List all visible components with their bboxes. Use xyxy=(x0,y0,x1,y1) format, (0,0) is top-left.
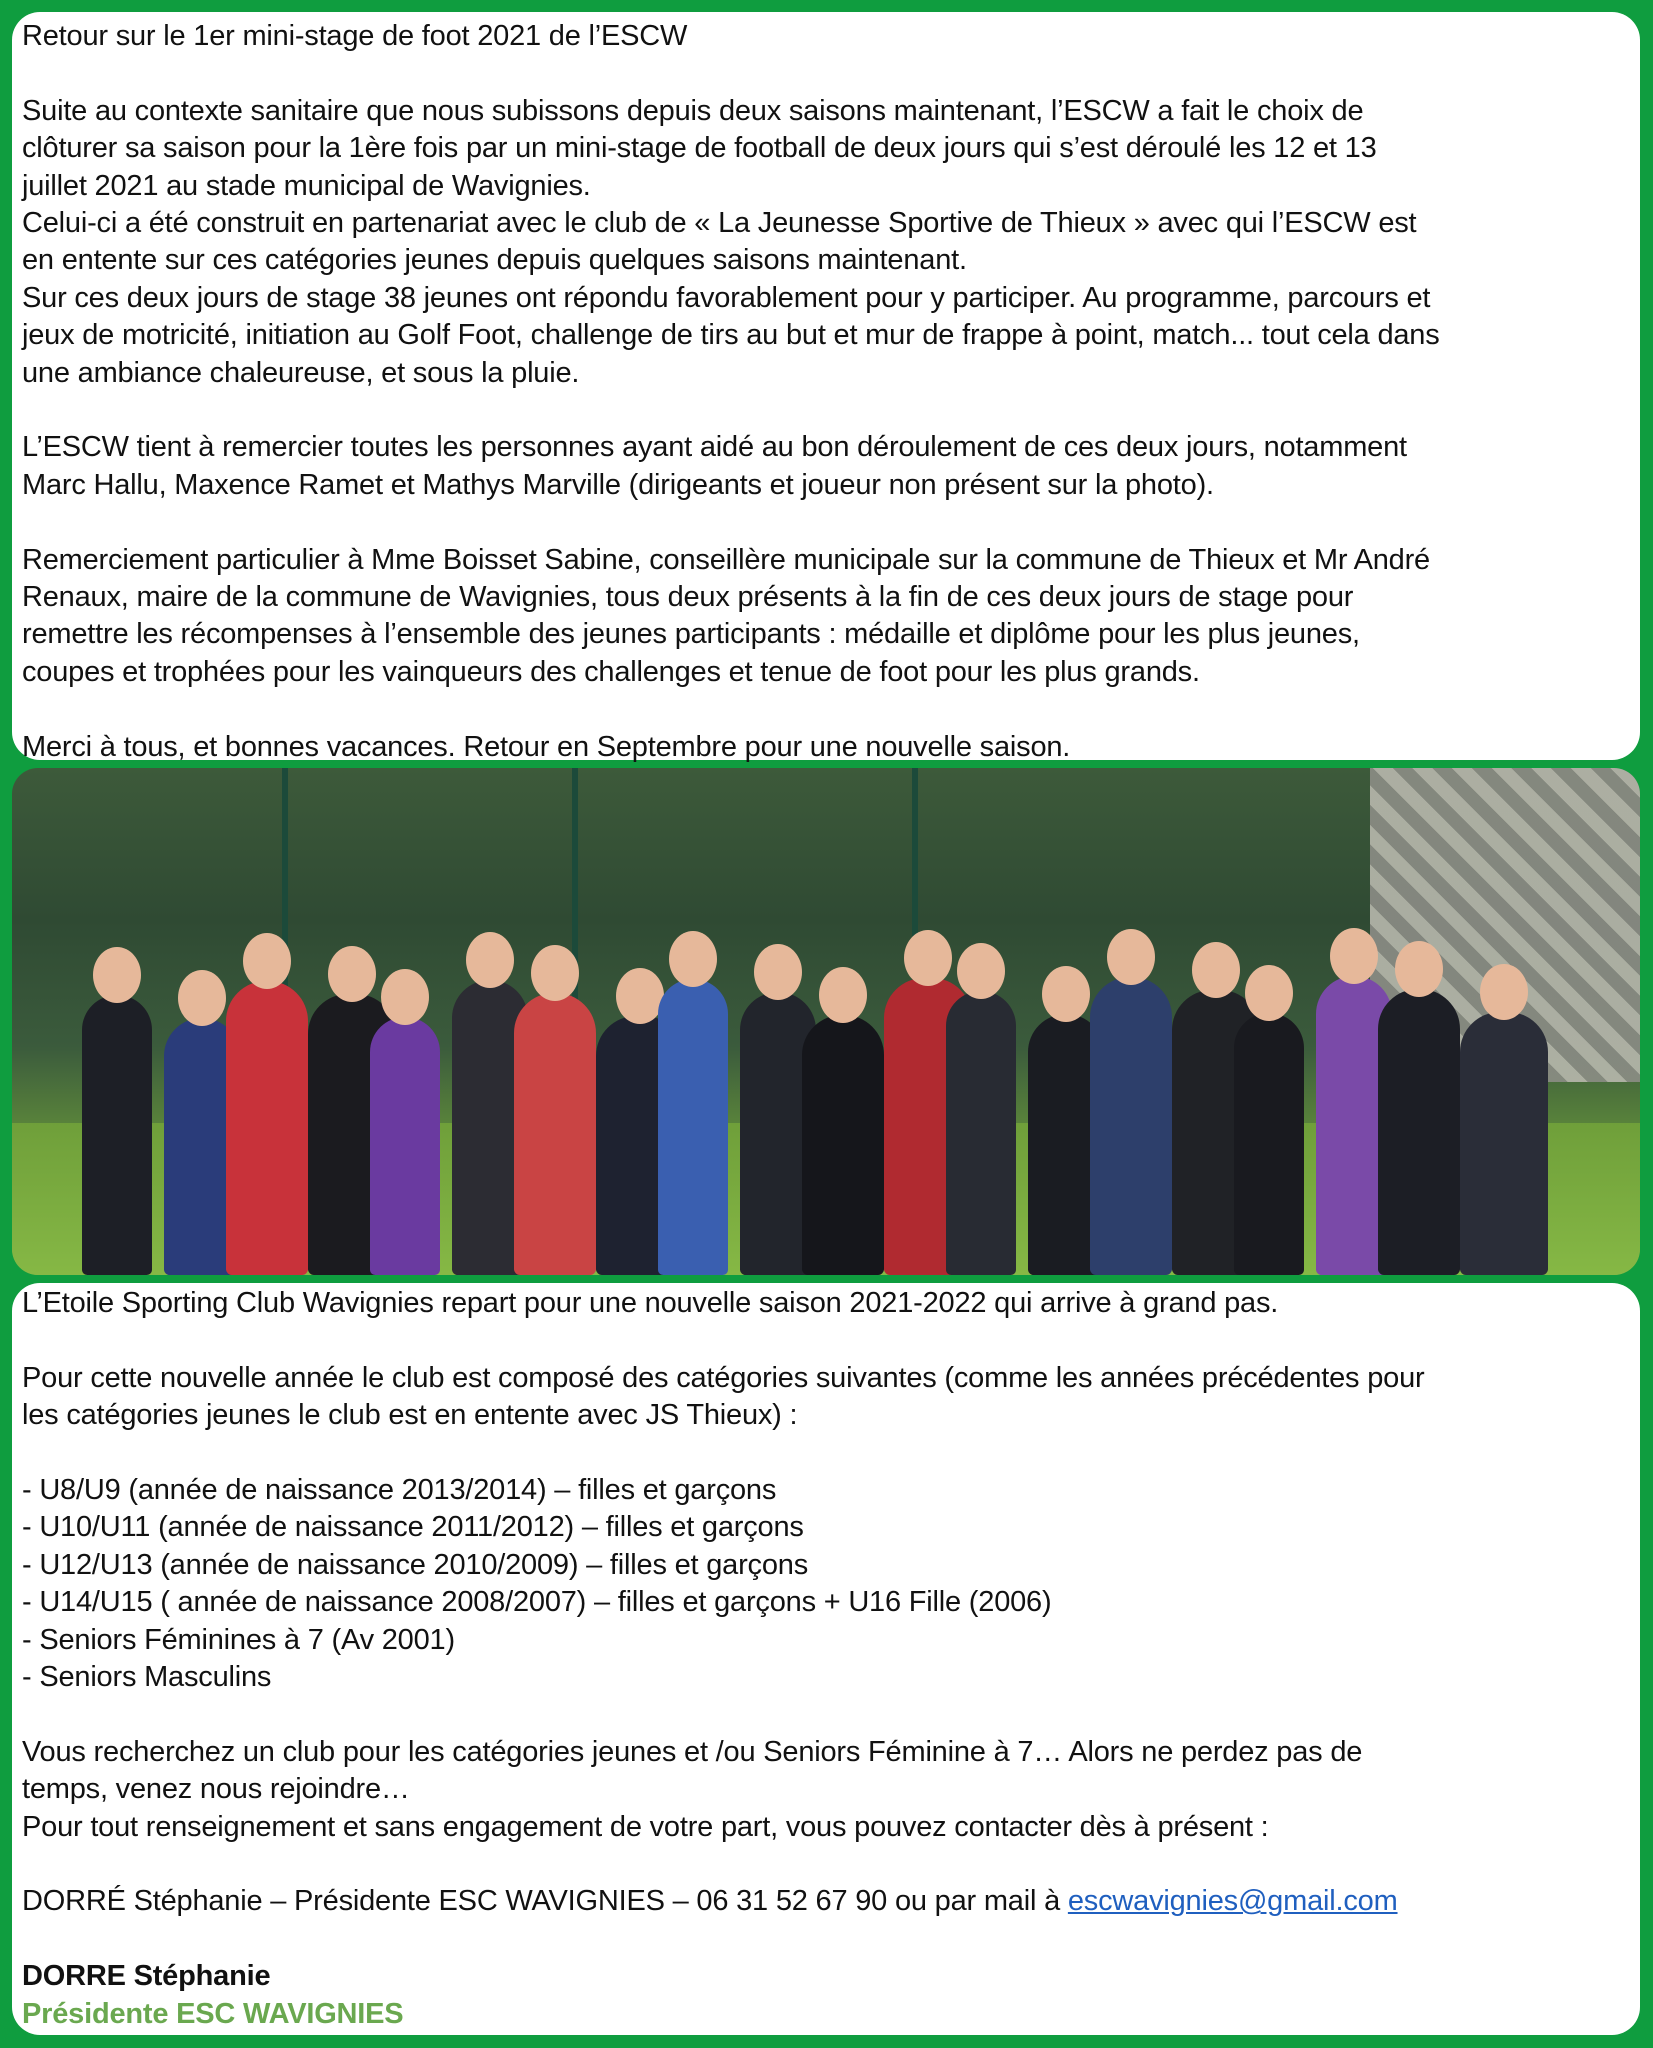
text-line: Marc Hallu, Maxence Ramet et Mathys Marville (dirigeants et joueur non présent sur la photo). xyxy=(22,468,1214,501)
blank-line xyxy=(22,392,1630,429)
photo-person xyxy=(514,993,596,1275)
photo-person xyxy=(1090,977,1172,1275)
photo-person-head xyxy=(754,944,802,1000)
signature-role: Présidente ESC WAVIGNIES xyxy=(22,1997,404,2030)
text-line: - Seniors Féminines à 7 (Av 2001) xyxy=(22,1623,455,1656)
photo-person-head xyxy=(93,947,141,1003)
text-line: - Seniors Masculins xyxy=(22,1661,272,1694)
text-line: clôturer sa saison pour la 1ère fois par un mini-stage de football de deux jours qui s’est déroulé les 12 et 13 xyxy=(22,132,1377,165)
blank-line xyxy=(22,691,1630,728)
article-new-season xyxy=(12,1283,1640,2035)
text-line: L’ESCW tient à remercier toutes les personnes ayant aidé au bon déroulement de ces deux jours, notamment xyxy=(22,431,1407,464)
text-line: Vous recherchez un club pour les catégories jeunes et /ou Seniors Féminine à 7… Alors ne perdez pas de xyxy=(22,1735,1363,1768)
contact-text: DORRÉ Stéphanie – Présidente ESC WAVIGNIES – 06 31 52 67 90 ou par mail à xyxy=(22,1885,1068,1918)
photo-person xyxy=(658,979,728,1275)
photo-person-head xyxy=(1042,966,1090,1022)
text-line: Retour sur le 1er mini-stage de foot 2021 de l’ESCW xyxy=(22,20,688,52)
text-line: Remerciement particulier à Mme Boisset Sabine, conseillère municipale sur la commune de Thieux et Mr André xyxy=(22,543,1430,576)
photo-person-head xyxy=(1395,941,1443,997)
photo-person-head xyxy=(1107,929,1155,985)
photo-person xyxy=(802,1015,884,1275)
group-photo xyxy=(12,768,1640,1275)
photo-person-head xyxy=(957,943,1005,999)
photo-person-head xyxy=(819,967,867,1023)
photo-person-head xyxy=(381,969,429,1025)
text-line: - U8/U9 (année de naissance 2013/2014) – filles et garçons xyxy=(22,1474,777,1506)
text-line: Pour cette nouvelle année le club est composé des catégories suivantes (comme les années précédentes pour xyxy=(22,1361,1425,1394)
blank-line xyxy=(22,1435,1630,1472)
blank-line xyxy=(22,504,1630,541)
text-line: juillet 2021 au stade municipal de Wavignies. xyxy=(22,169,591,202)
text-line: en entente sur ces catégories jeunes depuis quelques saisons maintenant. xyxy=(22,244,967,277)
photo-person-head xyxy=(1480,964,1528,1020)
photo-person xyxy=(1234,1013,1304,1275)
email-link[interactable]: escwavignies@gmail.com xyxy=(1067,1885,1398,1918)
text-line: Suite au contexte sanitaire que nous subissons depuis deux saisons maintenant, l’ESCW a fait le choix de xyxy=(22,94,1364,127)
photo-person xyxy=(1378,989,1460,1275)
text-line: remettre les récompenses à l’ensemble des jeunes participants : médaille et diplôme pour les plus jeunes, xyxy=(22,618,1360,651)
photo-person-head xyxy=(178,970,226,1026)
text-line: une ambiance chaleureuse, et sous la pluie. xyxy=(22,356,580,389)
contact-line xyxy=(22,1883,1630,1920)
blank-line xyxy=(22,1322,1630,1359)
text-line: - U14/U15 ( année de naissance 2008/2007) – filles et garçons + U16 Fille (2006) xyxy=(22,1586,1052,1619)
photo-person-head xyxy=(904,930,952,986)
photo-person-head xyxy=(1245,965,1293,1021)
photo-person-head xyxy=(1192,942,1240,998)
signature-name: DORRE Stéphanie xyxy=(22,1960,271,1993)
text-line: Renaux, maire de la commune de Wavignies, tous deux présents à la fin de ces deux jours de stage pour xyxy=(22,581,1354,614)
text-line: coupes et trophées pour les vainqueurs des challenges et tenue de foot pour les plus grands. xyxy=(22,655,1200,688)
text-line: L’Etoile Sporting Club Wavignies repart pour une nouvelle saison 2021-2022 qui arrive à grand pas. xyxy=(22,1287,1279,1319)
photo-person xyxy=(946,991,1016,1275)
photo-person xyxy=(1460,1012,1548,1275)
text-line: les catégories jeunes le club est en entente avec JS Thieux) : xyxy=(22,1399,798,1432)
blank-line xyxy=(22,1846,1630,1883)
photo-person-head xyxy=(466,932,514,988)
article-stage-recap xyxy=(12,12,1640,763)
photo-person-head xyxy=(616,968,664,1024)
photo-person xyxy=(82,995,152,1275)
photo-person xyxy=(370,1017,440,1275)
text-line: Sur ces deux jours de stage 38 jeunes ont répondu favorablement pour y participer. Au programme, parcours et xyxy=(22,281,1431,314)
text-line: - U10/U11 (année de naissance 2011/2012) – filles et garçons xyxy=(22,1511,804,1544)
text-line: Pour tout renseignement et sans engagement de votre part, vous pouvez contacter dès à présent : xyxy=(22,1810,1269,1843)
text-line: - U12/U13 (année de naissance 2010/2009) – filles et garçons xyxy=(22,1548,809,1581)
blank-line xyxy=(22,55,1630,92)
text-line: temps, venez nous rejoindre… xyxy=(22,1773,410,1806)
blank-line xyxy=(22,1696,1630,1733)
photo-person xyxy=(226,981,308,1275)
text-line: jeux de motricité, initiation au Golf Foot, challenge de tirs au but et mur de frappe à point, match... tout cela dans xyxy=(22,319,1440,352)
text-line: Celui-ci a été construit en partenariat avec le club de « La Jeunesse Sportive de Thieux » avec qui l’ESCW est xyxy=(22,207,1417,240)
blank-line xyxy=(22,1921,1630,1958)
photo-person-head xyxy=(243,933,291,989)
text-line: Merci à tous, et bonnes vacances. Retour en Septembre pour une nouvelle saison. xyxy=(22,730,1071,763)
photo-person-head xyxy=(669,931,717,987)
photo-person-head xyxy=(328,946,376,1002)
photo-person-head xyxy=(1330,928,1378,984)
photo-person-head xyxy=(531,945,579,1001)
